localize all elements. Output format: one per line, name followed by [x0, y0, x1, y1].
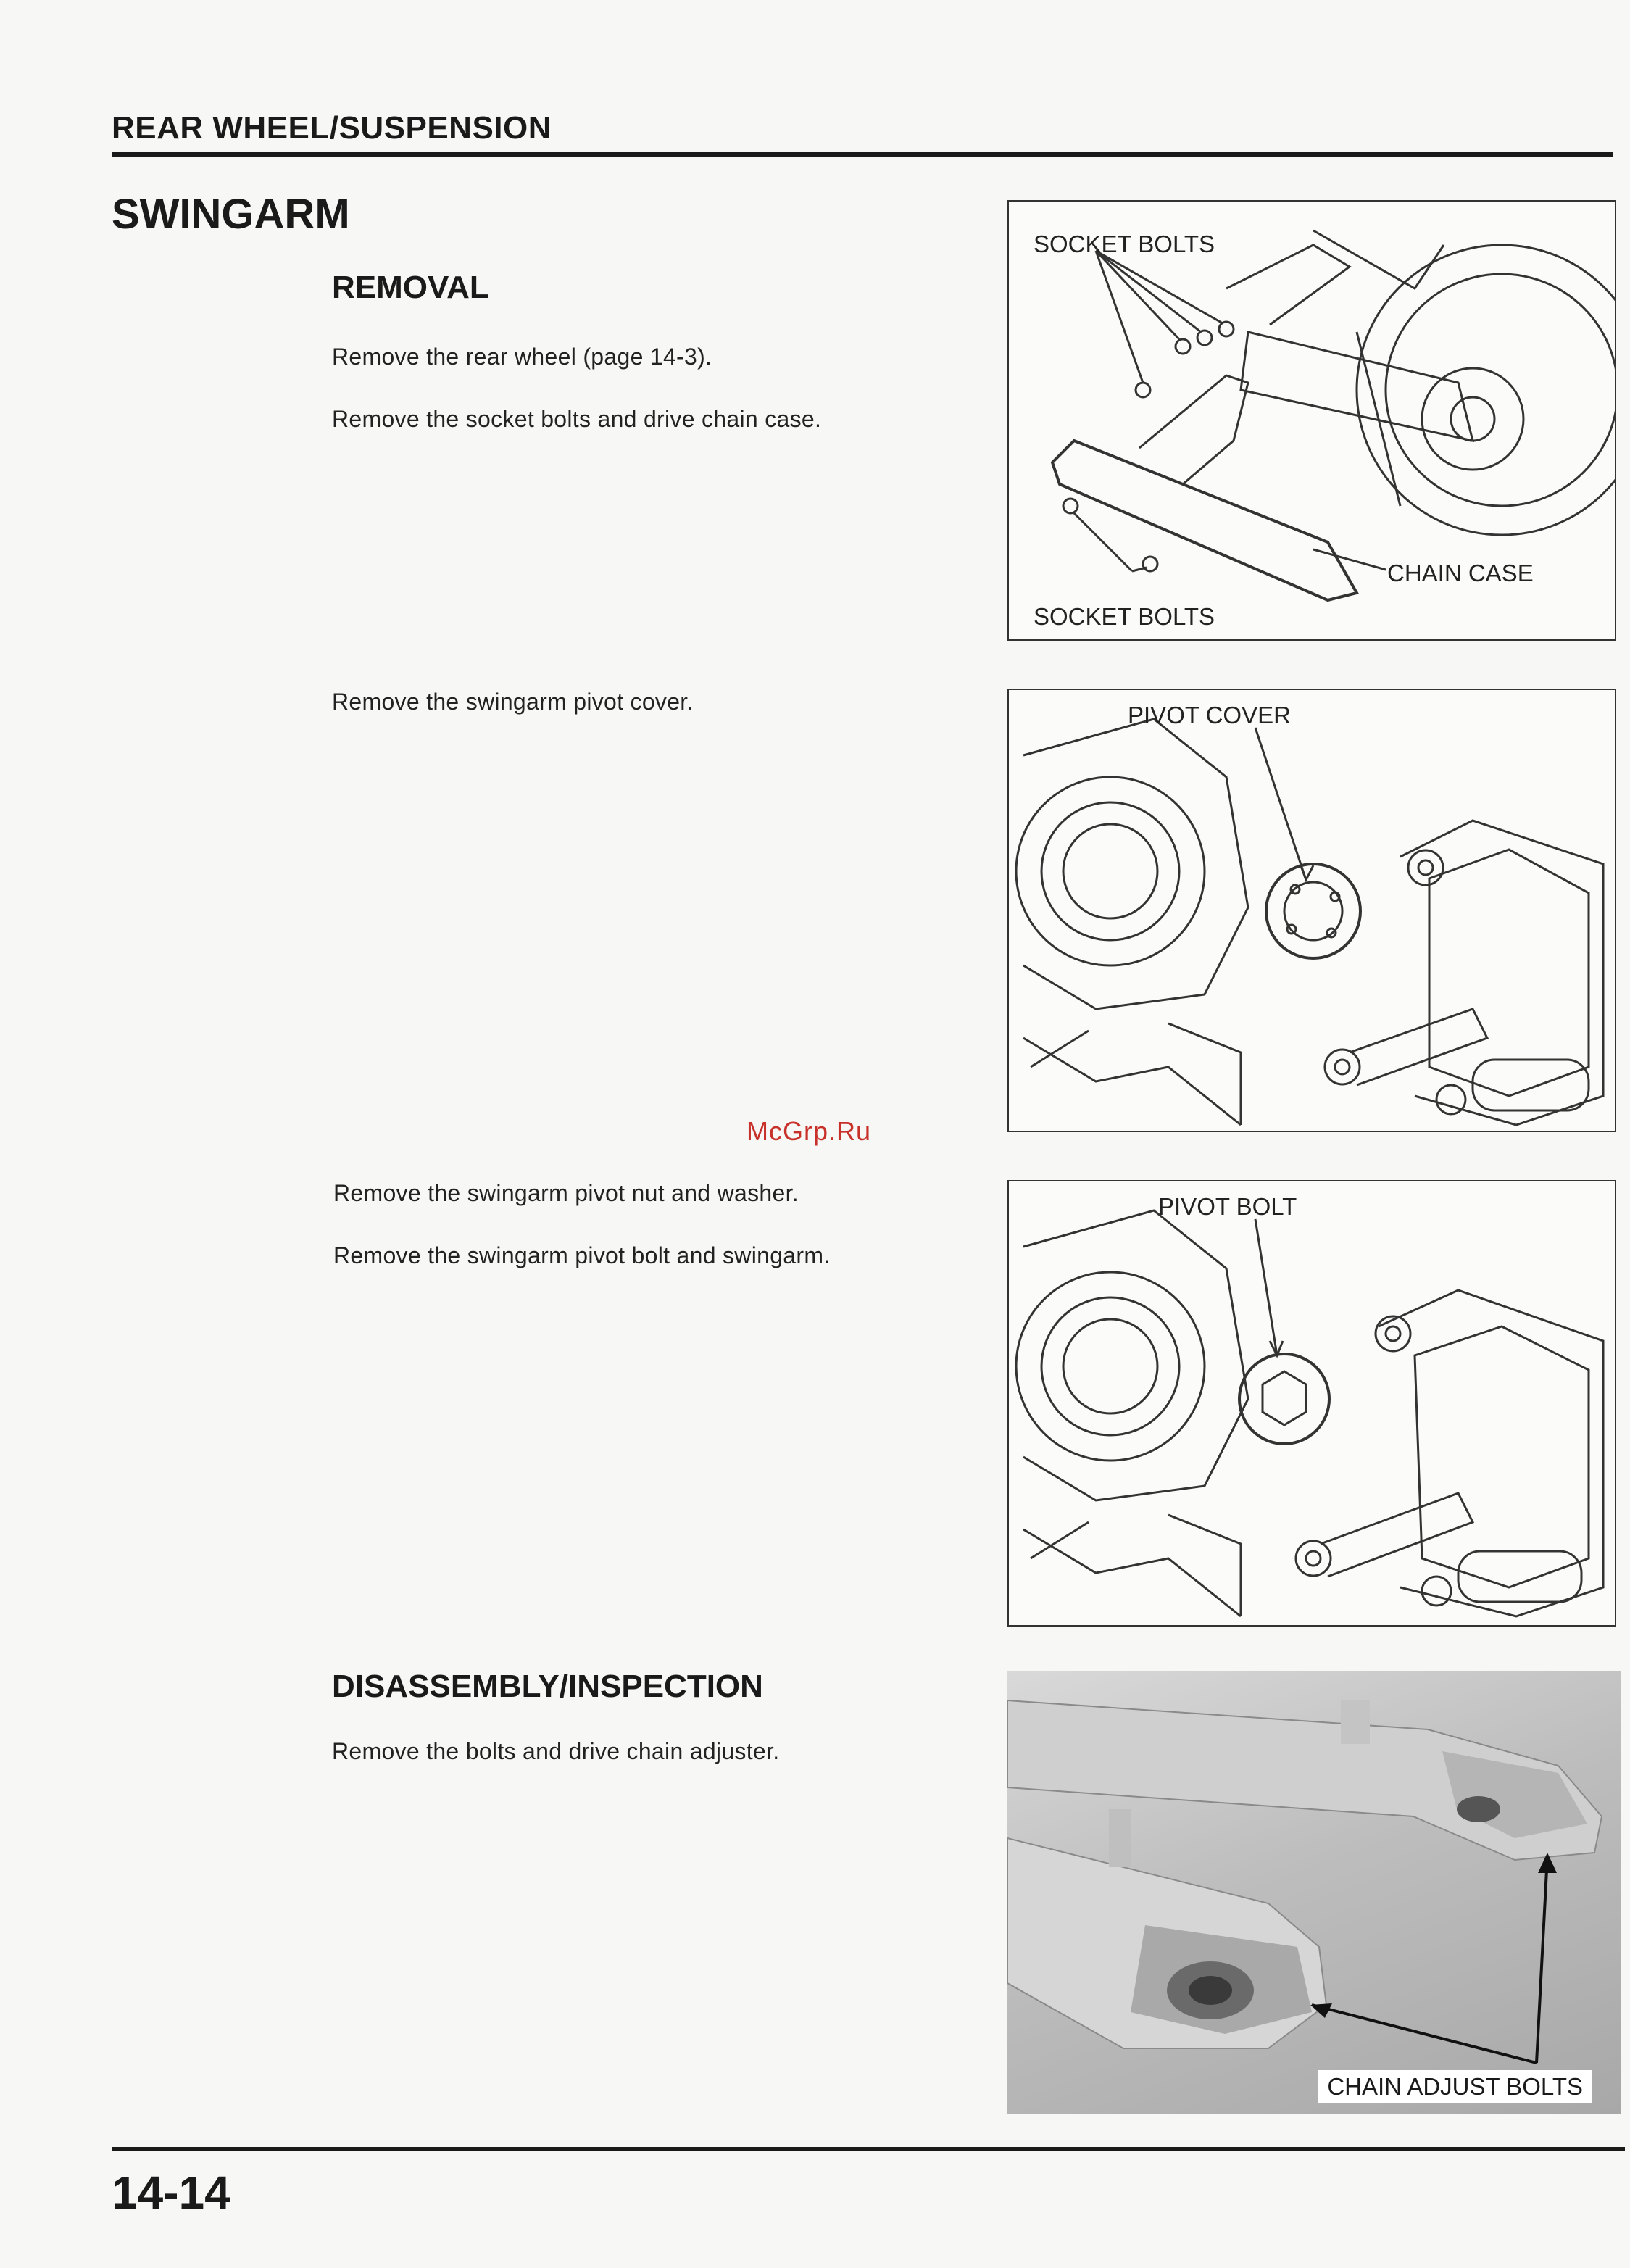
step-remove-rear-wheel: Remove the rear wheel (page 14-3). [332, 344, 712, 370]
step-remove-pivot-nut: Remove the swingarm pivot nut and washer. [333, 1180, 799, 1206]
page-title: SWINGARM [112, 191, 350, 238]
figure-pivot-cover [1007, 689, 1616, 1132]
label-chain-adjust-bolts: CHAIN ADJUST BOLTS [1318, 2070, 1592, 2103]
swingarm-photo-illustration [1007, 1671, 1621, 2114]
watermark: McGrp.Ru [747, 1116, 872, 1146]
step-remove-pivot-cover: Remove the swingarm pivot cover. [332, 689, 694, 715]
label-chain-case: CHAIN CASE [1387, 560, 1534, 586]
label-socket-bolts-top: SOCKET BOLTS [1034, 230, 1215, 257]
figure-pivot-bolt [1007, 1180, 1616, 1627]
footer-rule [112, 2147, 1625, 2151]
section-header: REAR WHEEL/SUSPENSION [112, 110, 552, 146]
disassembly-heading: DISASSEMBLY/INSPECTION [332, 1669, 763, 1704]
header-rule [112, 152, 1613, 157]
step-remove-pivot-bolt: Remove the swingarm pivot bolt and swingarm. [333, 1242, 831, 1268]
step-remove-socket-bolts: Remove the socket bolts and drive chain case. [332, 406, 822, 432]
removal-heading: REMOVAL [332, 270, 489, 305]
page-number: 14-14 [112, 2167, 230, 2219]
photo-chain-adjust-bolts [1007, 1671, 1621, 2114]
label-pivot-cover: PIVOT COVER [1128, 702, 1291, 728]
pivot-bolt-illustration [1009, 1181, 1615, 1625]
step-remove-chain-adjuster: Remove the bolts and drive chain adjuster. [332, 1738, 780, 1764]
figure-chain-case [1007, 200, 1616, 641]
pivot-cover-illustration [1009, 690, 1615, 1131]
chain-case-illustration [1009, 202, 1615, 639]
label-socket-bolts-bottom: SOCKET BOLTS [1034, 603, 1215, 630]
label-pivot-bolt: PIVOT BOLT [1158, 1193, 1297, 1220]
